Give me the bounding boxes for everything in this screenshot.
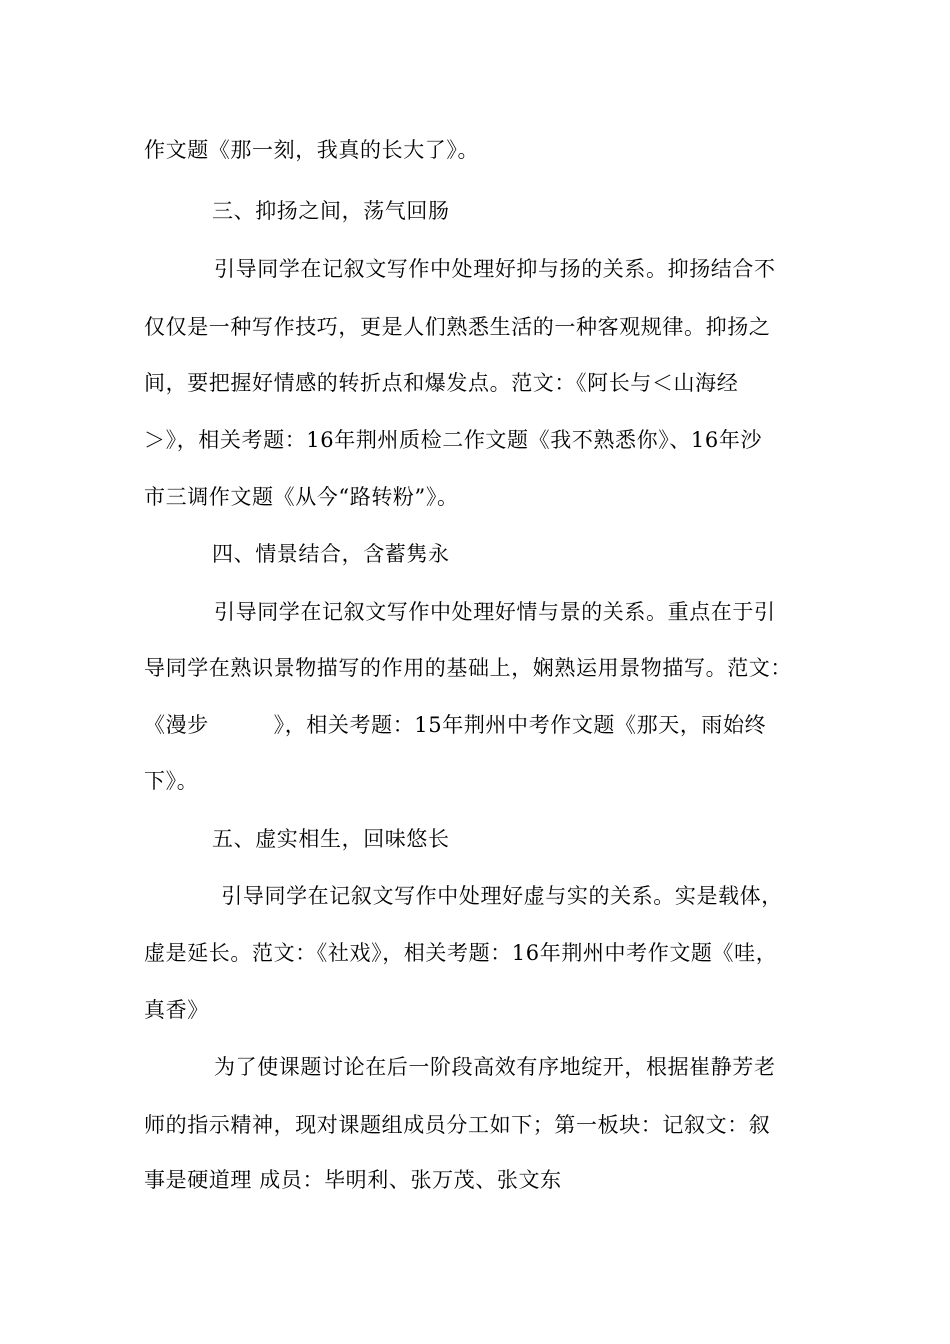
text-line: 引导同学在记叙文写作中处理好抑与扬的关系。抑扬结合不: [214, 257, 776, 281]
text-line: 师的指示精神，现对课题组成员分工如下；第一板块：记叙文：叙: [144, 1113, 771, 1137]
text-line: 市三调作文题《从今“路转粉”》。: [144, 485, 459, 509]
text-line: 下》。: [144, 769, 199, 793]
text-line: 导同学在熟识景物描写的作用的基础上，娴熟运用景物描写。范文：: [144, 656, 792, 680]
section-heading-4: 四、情景结合，含蓄隽永: [212, 542, 450, 566]
section-heading-3: 三、抑扬之间，荡气回肠: [212, 199, 450, 223]
text-line: 事是硬道理 成员：毕明利、张万茂、张文东: [144, 1168, 562, 1192]
text-line: 间，要把握好情感的转折点和爆发点。范文：《阿长与＜山海经: [144, 371, 739, 395]
text-line: 虚是延长。范文：《社戏》，相关考题：16年荆州中考作文题《哇，: [144, 941, 778, 965]
text-line: 引导同学在记叙文写作中处理好情与景的关系。重点在于引: [214, 600, 776, 624]
text-line: 作文题《那一刻，我真的长大了》。: [144, 138, 480, 162]
text-line: 真香》: [144, 998, 209, 1022]
text-line: 为了使课题讨论在后一阶段高效有序地绽开，根据崔静芳老: [214, 1055, 776, 1079]
text-line: 引导同学在记叙文写作中处理好虚与实的关系。实是载体，: [214, 884, 783, 908]
text-line: ＞》，相关考题：16年荆州质检二作文题《我不熟悉你》、16年沙: [144, 428, 763, 452]
text-line: 仅仅是一种写作技巧，更是人们熟悉生活的一种客观规律。抑扬之: [144, 315, 771, 339]
section-heading-5: 五、虚实相生，回味悠长: [212, 827, 450, 851]
text-line: 《漫步 》，相关考题：15年荆州中考作文题《那天，雨始终: [144, 713, 767, 737]
